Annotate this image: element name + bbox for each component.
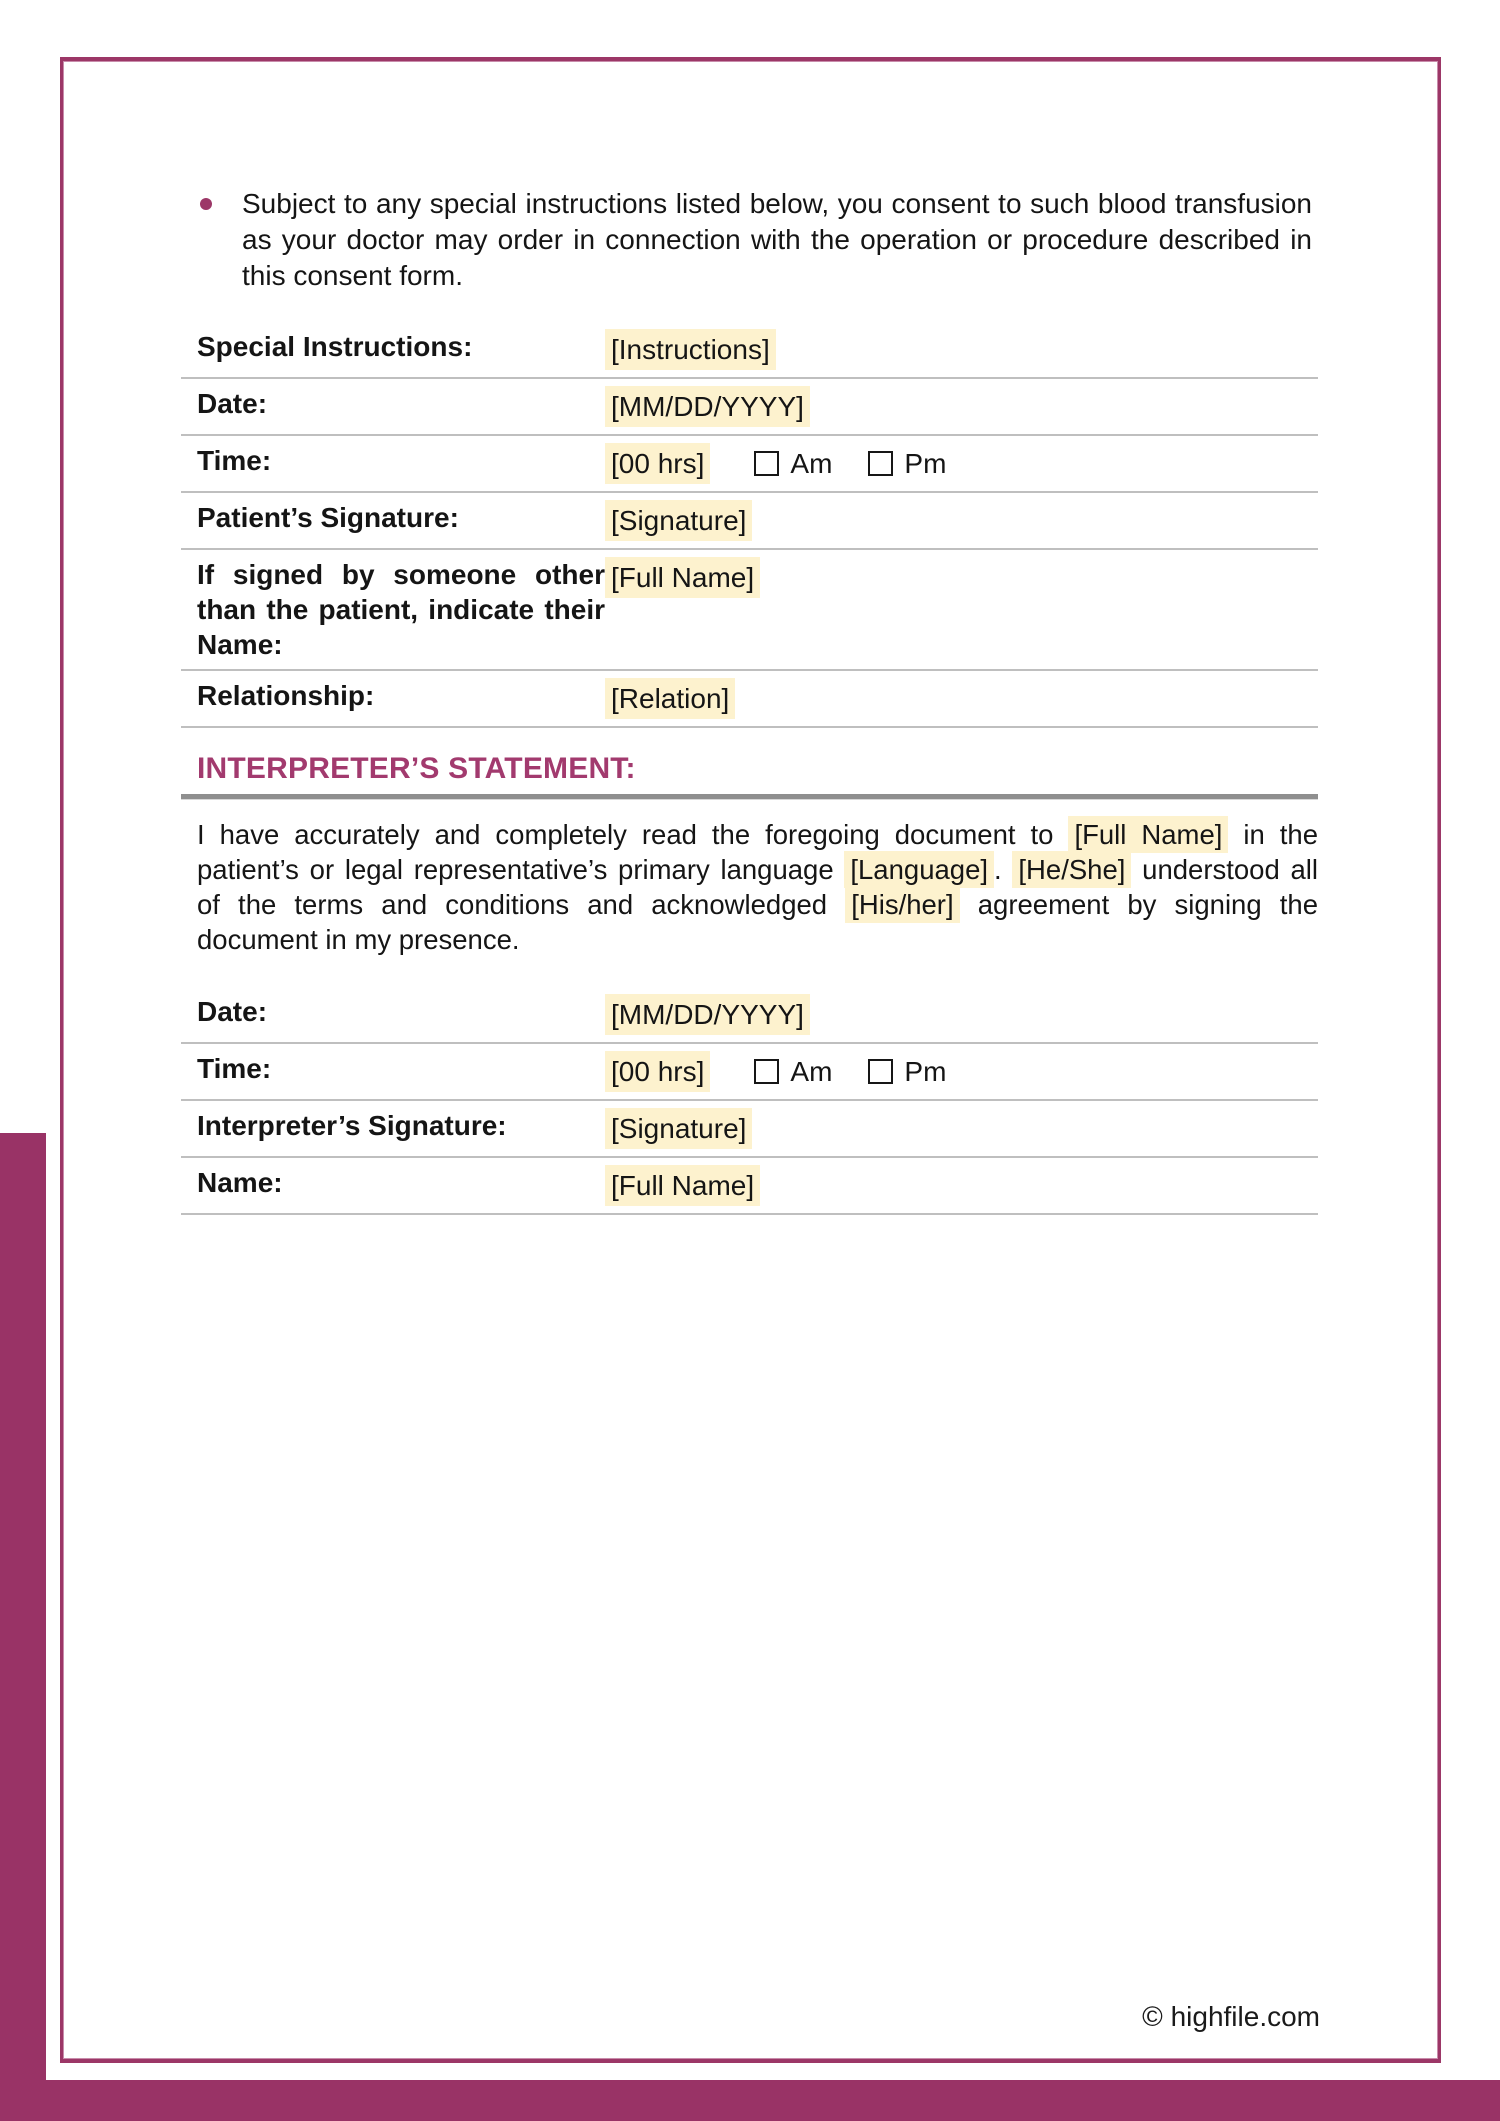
patient-row: [181, 671, 1318, 728]
patient-field-label: Time:: [197, 445, 272, 476]
document-body: [181, 186, 1318, 1215]
patient-field-label: Special Instructions:: [197, 331, 473, 362]
patient-field-value: [605, 329, 776, 370]
interpreter-value-placeholder[interactable]: [00 hrs]: [605, 1051, 710, 1092]
patient-row: [181, 493, 1318, 550]
statement-text: understood all of the terms and conditions and acknowledged: [197, 854, 1319, 920]
statement-text: agreement by signing the document in my presence.: [197, 889, 1318, 955]
patient-field-label: If signed by someone other than the patient, indicate their Name:: [197, 559, 605, 660]
patient-field-value: [605, 386, 810, 427]
interpreter-statement-paragraph: [197, 817, 1318, 957]
bottom-accent-bar: [0, 2080, 1500, 2121]
interpreter-statement-heading: INTERPRETER’S STATEMENT:: [197, 752, 636, 785]
patient-field-value: [605, 443, 946, 484]
patient-field-value: [605, 678, 735, 719]
am-checkbox-group: [754, 446, 832, 481]
interpreter-field-label: Date:: [197, 996, 268, 1027]
interpreter-field-value: [605, 1165, 760, 1206]
patient-field-value: [605, 500, 752, 541]
am-checkbox-label: Am: [790, 1056, 833, 1087]
am-checkbox[interactable]: [754, 1059, 779, 1084]
interpreter-field-value: [605, 1108, 752, 1149]
interpreter-value-placeholder[interactable]: [MM/DD/YYYY]: [605, 994, 810, 1035]
interpreter-row: [181, 987, 1318, 1044]
pm-checkbox-group: [868, 1054, 946, 1089]
patient-field-label: Relationship:: [197, 680, 375, 711]
interpreter-value-placeholder[interactable]: [Signature]: [605, 1108, 752, 1149]
patient-value-placeholder[interactable]: [Relation]: [605, 678, 735, 719]
patient-row: [181, 379, 1318, 436]
am-checkbox-label: Am: [790, 448, 833, 479]
interpreter-field-label: Time:: [197, 1053, 272, 1084]
section-divider-rule: [181, 794, 1318, 800]
interpreter-field-label: Interpreter’s Signature:: [197, 1110, 507, 1141]
patient-row: [181, 550, 1318, 671]
am-checkbox[interactable]: [754, 451, 779, 476]
patient-row: [181, 436, 1318, 493]
consent-bullet-item: [181, 186, 1318, 294]
am-checkbox-group: [754, 1054, 832, 1089]
interpreter-row: [181, 1101, 1318, 1158]
pm-checkbox-group: [868, 446, 946, 481]
pm-checkbox[interactable]: [868, 451, 893, 476]
interpreter-field-label: Name:: [197, 1167, 283, 1198]
statement-text: I have accurately and completely read the foregoing document to: [197, 819, 1069, 850]
patient-row: [181, 322, 1318, 379]
statement-placeholder[interactable]: [He/She]: [1012, 851, 1131, 888]
patient-field-label: Date:: [197, 388, 268, 419]
patient-value-placeholder[interactable]: [MM/DD/YYYY]: [605, 386, 810, 427]
interpreter-fields-table: [181, 987, 1318, 1215]
footer-copyright: © highfile.com: [1142, 2001, 1320, 2032]
consent-bullet-text: Subject to any special instructions listed below, you consent to such blood transfusion as your doctor may order in connection with the operation or procedure described in this consent form.: [242, 188, 1312, 291]
pm-checkbox-label: Pm: [904, 448, 947, 479]
statement-text: .: [994, 854, 1013, 885]
interpreter-value-placeholder[interactable]: [Full Name]: [605, 1165, 760, 1206]
patient-value-placeholder[interactable]: [Instructions]: [605, 329, 776, 370]
patient-value-placeholder[interactable]: [Full Name]: [605, 557, 760, 598]
patient-fields-table: [181, 322, 1318, 728]
bullet-icon: [200, 198, 212, 210]
left-accent-block: [0, 1133, 46, 2121]
statement-placeholder[interactable]: [Language]: [844, 851, 994, 888]
interpreter-row: [181, 1158, 1318, 1215]
statement-placeholder[interactable]: [His/her]: [845, 886, 959, 923]
interpreter-field-value: [605, 994, 810, 1035]
pm-checkbox[interactable]: [868, 1059, 893, 1084]
interpreter-field-value: [605, 1051, 946, 1092]
statement-placeholder[interactable]: [Full Name]: [1068, 816, 1228, 853]
interpreter-row: [181, 1044, 1318, 1101]
patient-value-placeholder[interactable]: [00 hrs]: [605, 443, 710, 484]
pm-checkbox-label: Pm: [904, 1056, 947, 1087]
patient-value-placeholder[interactable]: [Signature]: [605, 500, 752, 541]
patient-field-value: [605, 557, 760, 598]
patient-field-label: Patient’s Signature:: [197, 502, 459, 533]
statement-text: in the patient’s or legal representative’s primary language: [197, 819, 1318, 885]
